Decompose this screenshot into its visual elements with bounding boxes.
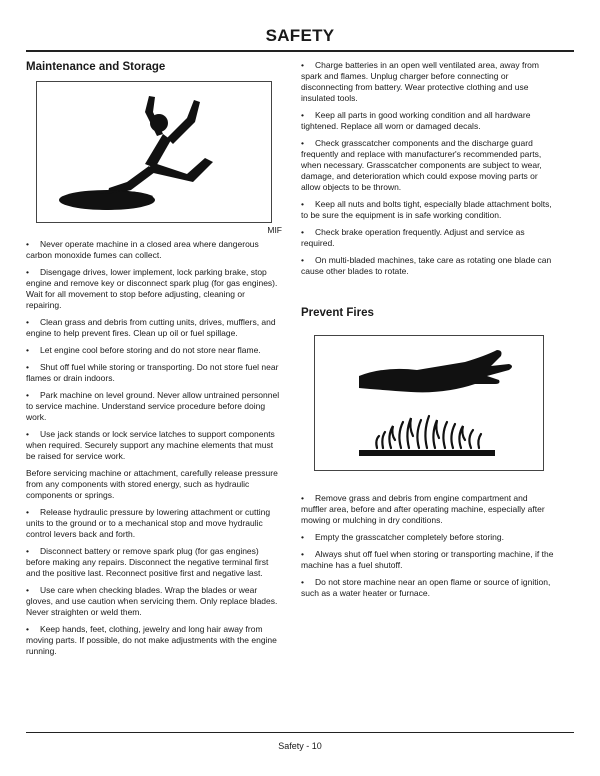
page-footer: Safety - 10: [278, 741, 322, 751]
list-item: • Use care when checking blades. Wrap the blades or wear gloves, and use caution when servicing them. Only replace blades. Never straighten or weld them.: [26, 585, 278, 617]
list-item: • Keep all nuts and bolts tight, especially blade attachment bolts, to be sure the equipment is in safe working condition.: [301, 199, 552, 220]
fire-hazard-figure: [314, 335, 544, 471]
header-divider: [26, 50, 574, 52]
list-item: • Park machine on level ground. Never allow untrained personnel to service machine. Understand service procedure before doing work.: [26, 390, 280, 422]
list-item: • Check brake operation frequently. Adjust and service as required.: [301, 227, 525, 248]
list-item: • Remove grass and debris from engine compartment and muffler area, before and after operating machine, especially after mowing or mulching in dry conditions.: [301, 493, 545, 525]
prevent-fires-list: [301, 493, 555, 599]
list-item: • Shut off fuel while storing or transporting. Do not store fuel near flames or drain indoors.: [26, 362, 279, 383]
list-item: • Clean grass and debris from cutting units, drives, mufflers, and engine to help prevent fires. Clean up oil or fuel spillage.: [26, 317, 276, 338]
list-item: • Always shut off fuel when storing or transporting machine, if the machine has a fuel shutoff.: [301, 549, 554, 570]
list-item: • Empty the grasscatcher completely before storing.: [301, 532, 504, 542]
section-heading-maintenance: Maintenance and Storage: [26, 61, 166, 73]
list-item: • Charge batteries in an open well ventilated area, away from spark and flames. Unplug charger before connecting or disconnecting from battery. Wear protective clothing and use insulated tools.: [301, 60, 539, 103]
list-item: • Never operate machine in a closed area where dangerous carbon monoxide fumes can collect.: [26, 239, 259, 260]
right-column: [301, 60, 555, 605]
hand-flame-icon: [315, 336, 543, 470]
list-item: • Let engine cool before storing and do not store near flame.: [26, 345, 261, 355]
left-column: [26, 56, 282, 663]
figure-label: MIF: [267, 225, 282, 235]
list-item: • Release hydraulic pressure by lowering attachment or cutting units to the ground or to a mechanical stop and move hydraulic control levers back and forth.: [26, 507, 271, 539]
list-item: • Keep all parts in good working condition and all hardware tightened. Replace all worn or damaged decals.: [301, 110, 531, 131]
page-title: SAFETY: [265, 26, 335, 45]
section-heading-prevent-fires: Prevent Fires: [301, 307, 374, 319]
list-item: • Check grasscatcher components and the discharge guard frequently and replace with manufacturer's recommended parts, when necessary. Grasscatcher components are subject to wear, damage, and deterioration which could expose moving parts or allow objects to be thrown.: [301, 138, 542, 192]
list-item: • Keep hands, feet, clothing, jewelry and long hair away from moving parts. If possible, do not make adjustments with the engine running.: [26, 624, 277, 656]
list-item: • Disconnect battery or remove spark plug (for gas engines) before making any repairs. Disconnect the negative terminal first and the positive last. Reconnect positive first and negative last.: [26, 546, 269, 578]
list-item: • Do not store machine near an open flame or source of ignition, such as a water heater or furnace.: [301, 577, 551, 598]
list-item: • On multi-bladed machines, take care as rotating one blade can cause other blades to rotate.: [301, 255, 552, 276]
slip-hazard-figure: [36, 81, 272, 223]
list-item: • Use jack stands or lock service latches to support components when required. Securely support any machine elements that must be raised for service work.: [26, 429, 275, 461]
list-item: • Disengage drives, lower implement, lock parking brake, stop engine and remove key or disconnect spark plug (for gas engines). Wait for all movement to stop before adjusting, cleaning or repairing.: [26, 267, 278, 310]
falling-person-icon: [37, 82, 271, 222]
body-paragraph: Before servicing machine or attachment, carefully release pressure from any components with stored energy, such as hydraulic components or springs.: [26, 468, 278, 500]
footer-divider: [26, 732, 574, 733]
